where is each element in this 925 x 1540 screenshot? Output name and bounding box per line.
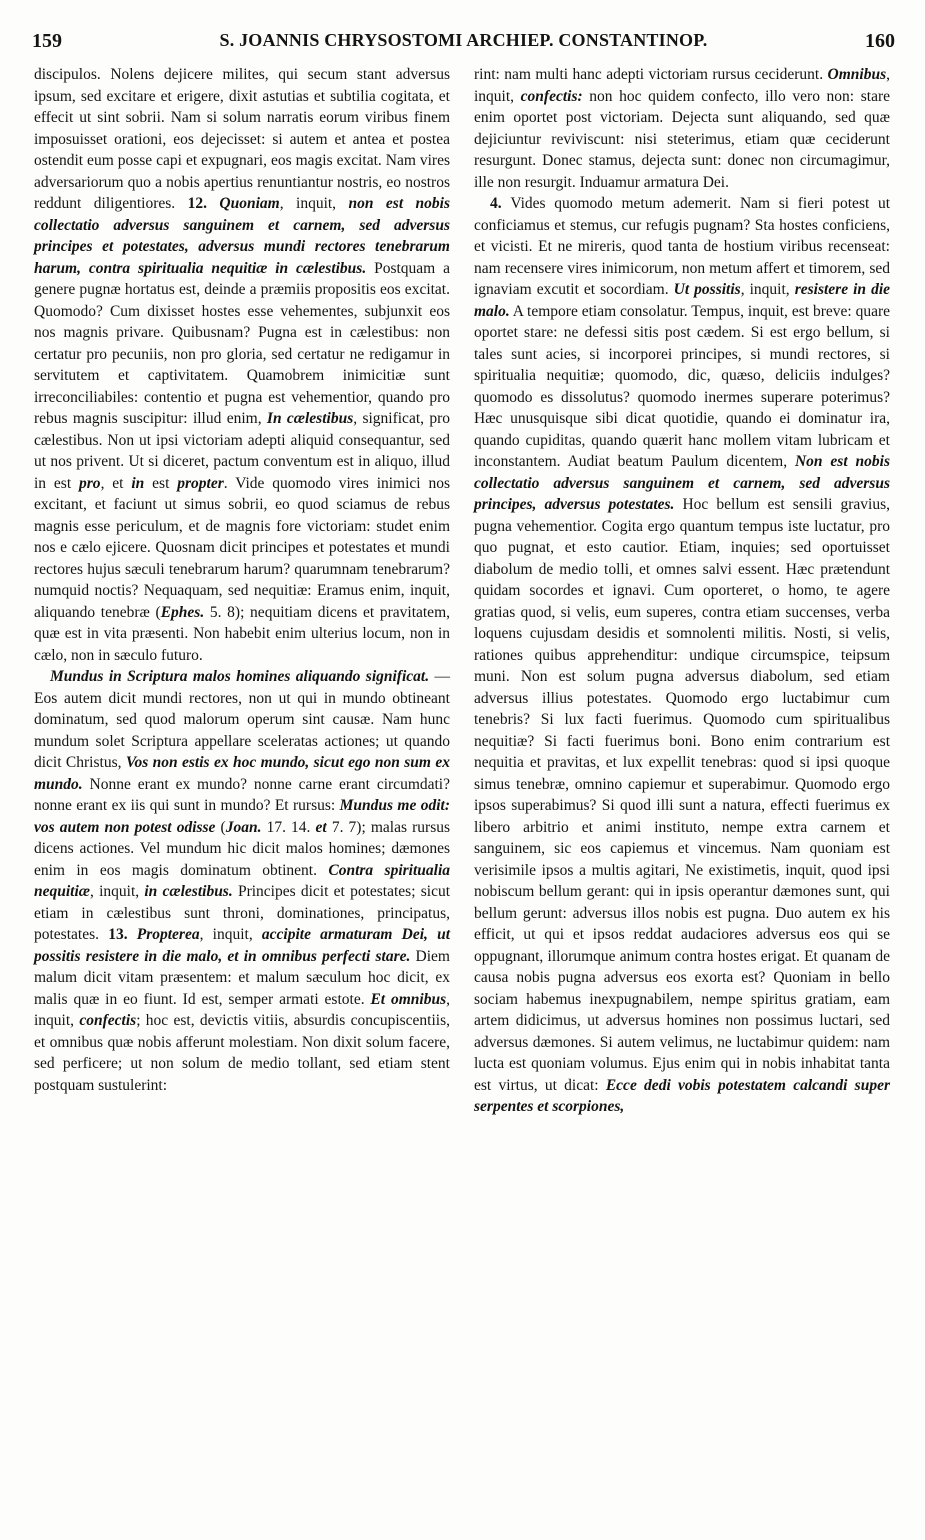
text-run: 17. 14. <box>261 818 316 836</box>
italic-text: Quoniam <box>219 195 280 212</box>
section-number: 13. <box>108 926 137 943</box>
text-run: , inquit, <box>740 281 795 298</box>
paragraph <box>474 193 890 1118</box>
italic-text: resistere in die malo. <box>474 281 891 320</box>
italic-text: accipite armaturam Dei, ut possitis resistere in die malo, et in omnibus perfecti stare. <box>34 926 451 965</box>
text-run: discipulos. Nolens dejicere milites, qui secum stant adversus ipsum, sed excitare et erigere, dixit astutias et subtilia cogitata, et effecit ut sint sobrii. Nam si solum narratis eorum viribus finem imposuisset orationi, eos dejecisset: si autem et antea et postea ostendit eum posse capi et expugnari, eos magis excitat. Nam vires adversariorum quo a nobis apertius renuntiantur nostris, eo nostros reddunt diligentiores. <box>34 66 450 212</box>
running-title: S. JOANNIS CHRYSOSTOMI ARCHIEP. CONSTANTINOP. <box>219 30 708 50</box>
page-number-right: 160 <box>865 30 895 52</box>
text-run: A tempore etiam consolatur. Tempus, inquit, est breve: quare oportet stare: ne defessi sitis post cædem. Si est ergo bellum, si tales sunt acies, si incorporei principes, si mundi rectores, si spiritualia nequitiæ; quomodo, dic, quæso, deliciis indulges? quomodo es dissolutus? quomodo inermes superare poterimus? Hæc unusquisque sibi dicat quotidie, quando ei dominatur ira, quando cupiditas, quando quærit hanc mollem vitam lubricam et inconstantem. Audiat beatum Paulum dicentem, <box>474 302 890 470</box>
italic-text: confectis: <box>520 87 583 105</box>
italic-text: confectis <box>79 1012 137 1029</box>
paragraph <box>474 64 890 193</box>
italic-text: Mundus me odit: vos autem non potest odisse <box>34 797 450 836</box>
text-run: ( <box>215 818 226 836</box>
text-run: , inquit, <box>34 990 451 1029</box>
italic-text: Non est nobis collectatio adversus sanguinem et carnem, sed adversus principes, adversus potestates. <box>474 453 890 513</box>
text-run: est <box>144 474 178 492</box>
text-run: Diem malum dicit vitam præsentem: et malum sæculum hoc dicit, ex malis quæ in eo fiunt. Id est, semper armati estote. <box>34 947 450 1008</box>
italic-text: propter <box>177 474 224 492</box>
text-run: , et <box>100 474 132 492</box>
text-run: 5. 8); nequitiam dicens et pravitatem, quæ est in vita præsenti. Non habebit enim ulterius locum, non in cælo, non in sæculo futuro. <box>34 603 450 664</box>
italic-text: Contra spiritualia nequitiæ <box>34 861 451 900</box>
section-number: 4. <box>490 195 511 212</box>
italic-text: Joan. <box>225 818 262 836</box>
text-run: Vides quomodo metum ademerit. Nam si fieri potest ut conficiamus et stemus, cur refugis pugnam? Sta hostes conficiens, et vicisti. Et ne mireris, quod tanta de hostium viribus recenseat: nam recensere vires inimicorum, non metum affert et timorem, sed ignaviam excutit et socordiam. <box>474 195 891 298</box>
text-run: , inquit, <box>89 883 145 900</box>
italic-text: Omnibus <box>827 66 887 83</box>
text-run: Principes dicit et potestates; sicut etiam in cælestibus sunt throni, dominationes, principatus, potestates. <box>34 883 451 943</box>
italic-text: Vos non estis ex hoc mundo, sicut ego non sum ex mundo. <box>34 754 450 793</box>
italic-text: Propterea <box>136 926 200 943</box>
right-column <box>474 64 890 1118</box>
italic-text: Et omnibus <box>370 990 447 1008</box>
page-header <box>30 30 897 60</box>
paragraph <box>34 64 450 666</box>
italic-text: pro <box>79 474 101 492</box>
text-run: Nonne erant ex mundo? nonne carne erant circumdati? nonne erant ex iis qui sunt in mundo? Et rursus: <box>34 775 450 814</box>
text-run: , significat, pro cælestibus. Non ut ipsi victoriam adepti aliquid consequantur, sed ut nos privent. Ut si diceret, pactum conventum est in aliquo, illud in est <box>34 410 451 492</box>
text-run: , inquit, <box>199 926 262 943</box>
text-run: ; hoc est, devictis vitiis, absurdis concupiscentiis, et omnibus quæ nobis afferunt molestiam. Non dixit solum facere, sed perficere; ut non solum de medio tollant, sed etiam stent postquam sustulerint: <box>34 1012 451 1094</box>
italic-text: Ecce dedi vobis potestatem calcandi super serpentes et scorpiones, <box>474 1076 890 1115</box>
italic-text: in cælestibus. <box>144 883 233 900</box>
text-run: non hoc quidem confecto, illo vero non: stare enim oportet post victoriam. Dejecta sunt aliquando, sed quæ dejiciuntur reviviscunt: nisi steterimus, etiam quæ ceciderunt resurgunt. Donec stamus, dejecta sunt: donec non circumagimur, ille non resurgit. Induamur armatura Dei. <box>474 87 890 191</box>
italic-text: Ut possitis <box>673 281 741 298</box>
italic-text: in <box>131 474 145 492</box>
text-run: rint: nam multi hanc adepti victoriam rursus ceciderunt. <box>474 66 828 83</box>
left-column <box>34 64 450 1096</box>
section-number: 12. <box>187 195 220 212</box>
text-run: , inquit, <box>474 66 890 105</box>
text-run: Hoc bellum est sensili gravius, pugna vehementior. Cogita ergo quantum tempus iste luctatur, pro quo pugnat, et esto cautior. Etiam, inquies; sed oportuisset diabolum de medio tolli, et omnes salvi essent. Hæc prætendunt quidam socordes et ignavi. Cum oporteret, o homo, te agere gratias quod, si velis, eum superes, contra etiam succenses, verba loquens cujusdam desidis et somnolenti militis. Nosti, si velis, rationes quibus apprehenditur: undique circumspice, teipsum muni. Non est solum pugna adversus diabolum, sed etiam adversus illius potestates. Quomodo ergo luctabimur cum tenebris? Si lux facti fuerimus. Quomodo cum spiritualibus nequitiæ? Si facti fuerimus boni. Bono enim contrarium est nequitia et pravitas, et lux expellit tenebras: quod si ipsi quoque simus tenebræ, omnino capiemur et superabimur. Quomodo ergo ipsos superabimus? Si quod illi sunt a natura, effecti fuerimus ex libero arbitrio et animi instituto, nempe extra carnem et sanguinem, sic eos capiemus et vincemus. Nam quoniam est verisimile ipsos a multis agitari, Ne existimetis, inquit, quod ipsi nobiscum bellum gerant: qui in ipsis operantur dæmones sunt, qui bellum gerunt: adversus illos nobis est pugna. Duo autem ex his efficit, ut qui et ipsos reddat audaciores adversus eos qui se oppugnant, illorumque animum contra hostes erigat. Et quanam de causa nobis pugna adversus eos exorta est? Quoniam in bello sociam habemus inexpugnabilem, nempe spiritus gratiam, eam artem didicimus, ut adversus homines non possimus luctari, sed adversus dæmones. Si autem velimus, ne luctabimur quidem: nam lucta est quoniam volumus. Ejus enim qui in nobis inhabitat tanta est virtus, ut dicat: <box>474 496 890 1094</box>
italic-text: non est nobis collectatio adversus sanguinem et carnem, sed adversus principes et potestates, adversus mundi rectores tenebrarum harum, contra spiritualia nequitiæ in cælestibus. <box>34 195 451 277</box>
page-number-left: 159 <box>32 30 62 52</box>
italic-text: In cælestibus <box>266 410 354 427</box>
italic-text: Mundus in Scriptura malos homines aliquando significat. <box>50 668 430 685</box>
italic-text: et <box>315 818 327 836</box>
text-run: Postquam a genere pugnæ hortatus est, deinde a præmiis propositis eos excitat. Quomodo? Cum dixisset hostes esse vehementes, subjunxit eos nos magnis privare. Quibusnam? Pugna est in cælestibus: non certatur pro pecuniis, non pro gloria, sed certatur ne redigamur in servitutem et captivitatem. Quamobrem inimicitiæ sunt irreconciliabiles: contentio et pugna est vehementior, quando pro rebus magnis suscipitur: illud enim, <box>34 259 450 427</box>
italic-text: Ephes. <box>160 603 205 621</box>
text-run: — Eos autem dicit mundi rectores, non ut qui in mundo obtineant dominatum, sed quod malorum operum sint causæ. Nam hunc mundum solet Scriptura appellare sceleratas actiones; ut quando dicit Christus, <box>34 668 450 771</box>
text-run: . Vide quomodo vires inimici nos excitant, et faciunt ut simus sobrii, eo quod sciamus de rebus magnis esse periculum, et de magnis fore victoriam: studet enim nos e cælo ejicere. Quosnam dicit principes et potestates et mundi rectores hujus sæculi tenebrarum harum? quarumnam tenebrarum? numquid noctis? Nequaquam, sed nequitiæ: Eramus enim, inquit, aliquando tenebræ ( <box>34 474 450 621</box>
text-run: , inquit, <box>279 195 349 212</box>
text-run: 7. 7); malas rursus dicens actiones. Vel mundum hic dicit malos homines; dæmones enim in eos magis dominatum obtinent. <box>34 818 451 879</box>
paragraph <box>34 666 450 1096</box>
